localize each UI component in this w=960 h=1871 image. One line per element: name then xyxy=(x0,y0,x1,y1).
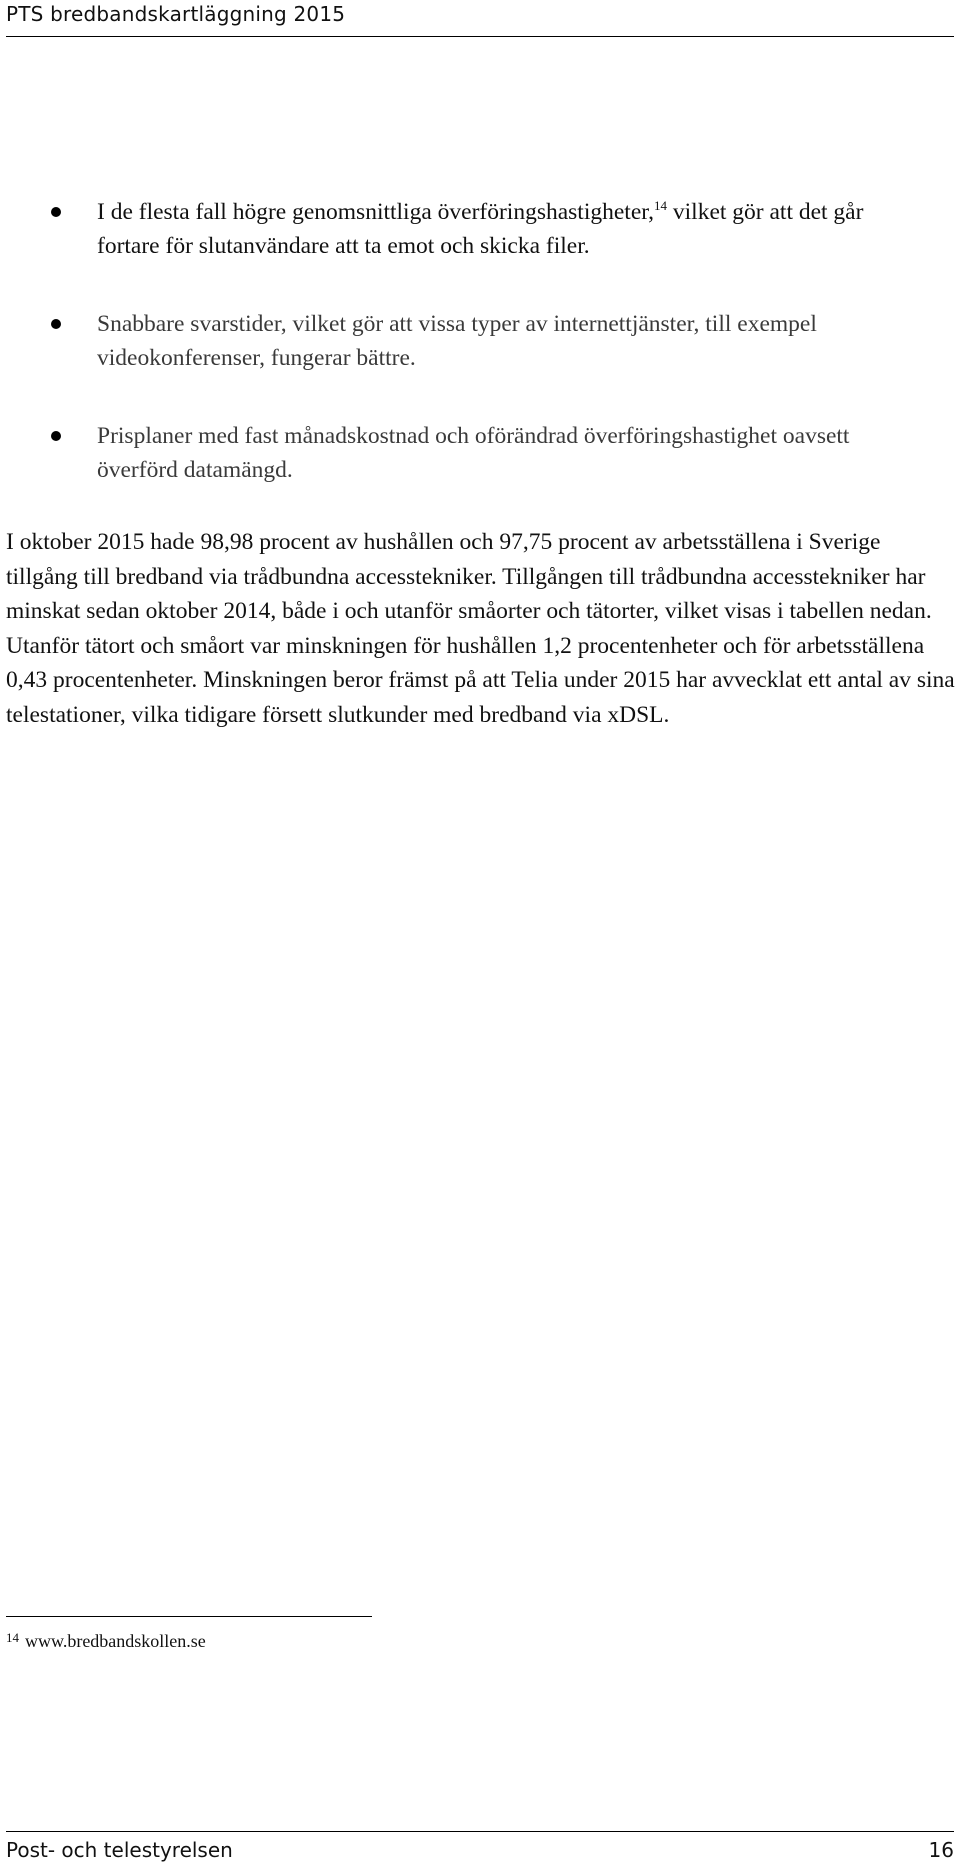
bullet-icon xyxy=(51,207,61,217)
footnote-reference: 14 xyxy=(654,198,668,213)
bullet-icon xyxy=(51,319,61,329)
footnote-number: 14 xyxy=(6,1630,19,1645)
list-item xyxy=(0,195,927,263)
page-number: 16 xyxy=(928,1838,954,1862)
bullet-text-part: I de flesta fall högre genomsnittliga överföringshastigheter, xyxy=(97,199,655,225)
footnote-link[interactable]: www.bredbandskollen.se xyxy=(25,1631,206,1651)
footer-organization: Post- och telestyrelsen xyxy=(6,1838,233,1862)
footnote xyxy=(6,1630,206,1652)
body-paragraph: I oktober 2015 hade 98,98 procent av hushållen och 97,75 procent av arbetsställena i Sverige tillgång till bredband via trådbundna accesstekniker. Tillgången till trådbundna accesstekniker har minskat sedan oktober 2014, både i och utanför småorter och tätorter, vilket visas i tabellen nedan. Utanför tätort och småort var minskningen för hushållen 1,2 procentenheter och för arbetsställena 0,43 procentenheter. Minskningen beror främst på att Telia under 2015 har avvecklat ett antal av sina telestationer, vilka tidigare försett slutkunder med bredband via xDSL. xyxy=(6,529,955,728)
bullet-text: Prisplaner med fast månadskostnad och oförändrad överföringshastighet oavsett överförd datamängd. xyxy=(97,423,850,483)
page-footer xyxy=(6,1831,954,1870)
bullet-text xyxy=(97,195,927,263)
document-title: PTS bredbandskartläggning 2015 xyxy=(6,2,346,26)
list-item xyxy=(0,419,927,487)
page-header xyxy=(6,0,954,37)
bullet-icon xyxy=(51,431,61,441)
footnote-divider xyxy=(6,1616,372,1617)
bullet-list xyxy=(0,195,960,531)
list-item xyxy=(0,307,927,375)
bullet-text: Snabbare svarstider, vilket gör att vissa typer av internettjänster, till exempel videokonferenser, fungerar bättre. xyxy=(97,311,817,371)
bullet-text-part: vilket gör att det går fortare för slutanvändare att ta emot och skicka filer. xyxy=(97,199,864,259)
